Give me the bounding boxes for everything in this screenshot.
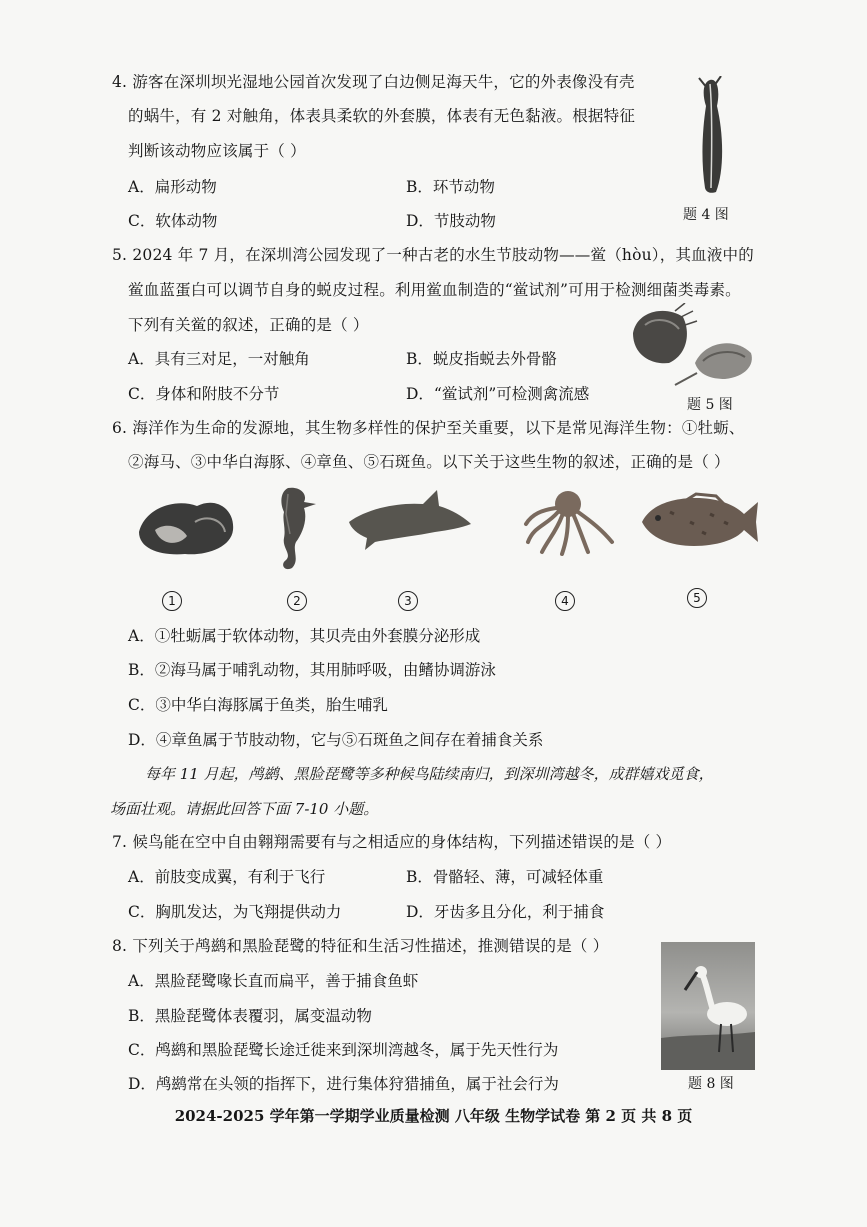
q6-option-a: A．①牡蛎属于软体动物，其贝壳由外套膜分泌形成 — [128, 627, 481, 645]
q4-option-d: D．节肢动物 — [406, 212, 496, 230]
q5-stem-line-2: 鲎血蓝蛋白可以调节自身的蜕皮过程。利用鲎血制造的“鲎试剂”可用于检测细菌类毒素。 — [128, 281, 741, 299]
passage-line-1: 每年 11 月起，鸬鹚、黑脸琵鹭等多种候鸟陆续南归，到深圳湾越冬，成群嬉戏觅食， — [145, 765, 714, 783]
q7-option-c: C．胸肌发达，为飞翔提供动力 — [128, 903, 342, 921]
dolphin-figure — [345, 488, 475, 552]
q5-option-a: A．具有三对足，一对触角 — [128, 350, 310, 368]
q8-stem: 8. 下列关于鸬鹚和黑脸琵鹭的特征和生活习性描述，推测错误的是（ ） — [112, 937, 609, 955]
q7-option-d: D．牙齿多且分化，利于捕食 — [406, 903, 605, 921]
q8-option-a: A．黑脸琵鹭喙长直而扁平，善于捕食鱼虾 — [128, 972, 419, 990]
figure-label-4: 4 — [555, 591, 575, 611]
octopus-figure — [522, 486, 618, 556]
q5-stem-line-1: 5. 2024 年 7 月，在深圳湾公园发现了一种古老的水生节肢动物——鲎（hòu），其血液中的 — [112, 246, 754, 264]
q5-stem-line-3: 下列有关鲎的叙述，正确的是（ ） — [128, 316, 369, 334]
q4-option-c: C．软体动物 — [128, 212, 218, 230]
q5-option-c: C．身体和附肢不分节 — [128, 385, 280, 403]
q8-figure-caption: 题 8 图 — [688, 1076, 734, 1092]
q4-option-a: A．扁形动物 — [128, 178, 217, 196]
q6-option-d: D．④章鱼属于节肢动物，它与⑤石斑鱼之间存在着捕食关系 — [128, 731, 544, 749]
grouper-figure — [640, 492, 760, 550]
q4-stem-line-2: 的蜗牛，有 2 对触角，体表具柔软的外套膜，体表有无色黏液。根据特征 — [128, 107, 636, 125]
figure-label-2: 2 — [287, 591, 307, 611]
q8-option-d: D．鸬鹚常在头领的指挥下，进行集体狩猎捕鱼，属于社会行为 — [128, 1075, 559, 1093]
q6-stem-line-1: 6. 海洋作为生命的发源地，其生物多样性的保护至关重要，以下是常见海洋生物：①牡蛎、 — [112, 419, 745, 437]
q7-stem: 7. 候鸟能在空中自由翱翔需要有与之相适应的身体结构，下列描述错误的是（ ） — [112, 833, 672, 851]
q4-option-b: B．环节动物 — [406, 178, 495, 196]
seahorse-figure — [262, 484, 322, 574]
figure-label-3: 3 — [398, 591, 418, 611]
page-footer: 2024-2025 学年第一学期学业质量检测 八年级 生物学试卷 第 2 页 共 8 页 — [174, 1107, 693, 1125]
figure-label-1: 1 — [162, 591, 182, 611]
q6-option-c: C．③中华白海豚属于鱼类，胎生哺乳 — [128, 696, 388, 714]
q4-stem-line-1: 4. 游客在深圳坝光湿地公园首次发现了白边侧足海天牛，它的外表像没有壳 — [112, 73, 635, 91]
q6-option-b: B．②海马属于哺乳动物，其用肺呼吸，由鳍协调游泳 — [128, 661, 496, 679]
q4-stem-line-3: 判断该动物应该属于（ ） — [128, 142, 306, 160]
q7-option-a: A．前肢变成翼，有利于飞行 — [128, 868, 326, 886]
q5-option-b: B．蜕皮指蜕去外骨骼 — [406, 350, 557, 368]
horseshoe-crab-figure — [625, 303, 765, 393]
q4-figure-caption: 题 4 图 — [683, 207, 729, 223]
figure-label-5: 5 — [687, 588, 707, 608]
passage-line-2: 场面壮观。请据此回答下面 7-10 小题。 — [110, 800, 379, 818]
q6-stem-line-2: ②海马、③中华白海豚、④章鱼、⑤石斑鱼。以下关于这些生物的叙述，正确的是（ ） — [128, 453, 730, 471]
oyster-figure — [135, 492, 240, 562]
q8-option-c: C．鸬鹚和黑脸琵鹭长途迁徙来到深圳湾越冬，属于先天性行为 — [128, 1041, 559, 1059]
q5-option-d: D．“鲎试剂”可检测禽流感 — [406, 385, 590, 403]
q8-option-b: B．黑脸琵鹭体表覆羽，属变温动物 — [128, 1007, 372, 1025]
spoonbill-photo — [661, 942, 755, 1070]
sea-slug-figure — [690, 76, 738, 198]
q7-option-b: B．骨骼轻、薄，可减轻体重 — [406, 868, 604, 886]
q5-figure-caption: 题 5 图 — [687, 397, 733, 413]
